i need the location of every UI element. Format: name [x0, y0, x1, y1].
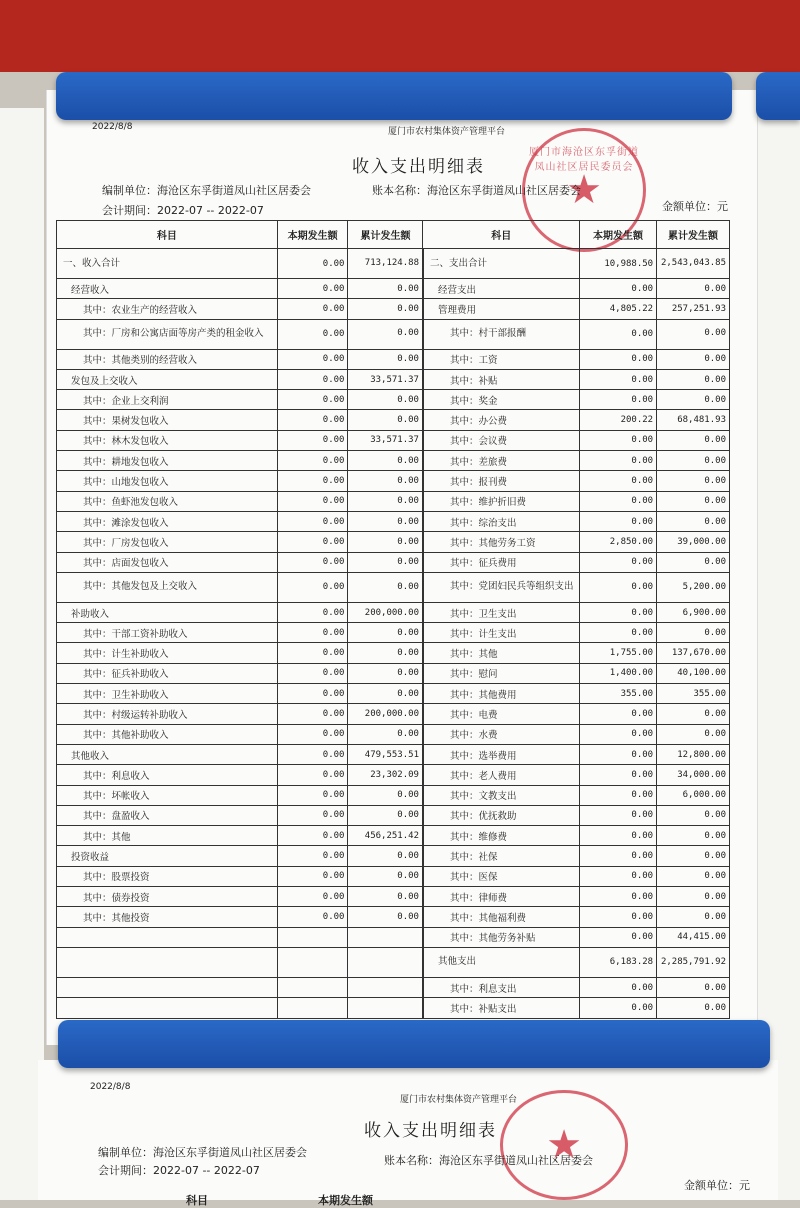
expense-cumulative: 0.00	[657, 623, 730, 643]
table-row	[57, 785, 730, 805]
expense-item: 其中：社保	[423, 846, 579, 866]
expense-cumulative: 0.00	[657, 805, 730, 825]
table-row	[57, 552, 730, 572]
income-current: 0.00	[277, 410, 348, 430]
expense-item: 其中：老人费用	[423, 765, 579, 785]
income-current: 0.00	[277, 552, 348, 572]
income-current: 0.00	[277, 643, 348, 663]
expense-current: 0.00	[579, 887, 656, 907]
expense-cumulative: 0.00	[657, 552, 730, 572]
table-row	[57, 846, 730, 866]
table-row	[57, 532, 730, 552]
income-item: 其中：坏帐收入	[57, 785, 278, 805]
col-current-expense: 本期发生额	[579, 221, 656, 249]
table-row	[57, 491, 730, 511]
income-current	[277, 927, 348, 947]
income-item: 其中：店面发包收入	[57, 552, 278, 572]
income-item: 其中：其他类别的经营收入	[57, 349, 278, 369]
print-date: 2022/8/8	[92, 122, 133, 132]
income-current: 0.00	[277, 572, 348, 602]
income-cumulative: 200,000.00	[348, 704, 423, 724]
expense-item: 其中：综治支出	[423, 511, 579, 531]
table-row	[57, 430, 730, 450]
income-current	[277, 998, 348, 1018]
expense-current: 10,988.50	[579, 249, 656, 279]
table-row	[57, 451, 730, 471]
expense-item: 经营支出	[423, 279, 579, 299]
table-row	[57, 623, 730, 643]
expense-item: 其中：其他费用	[423, 684, 579, 704]
expense-current: 0.00	[579, 744, 656, 764]
expense-current: 0.00	[579, 866, 656, 886]
income-current: 0.00	[277, 471, 348, 491]
income-item	[57, 977, 278, 997]
expense-item: 其中：报刊费	[423, 471, 579, 491]
income-item	[57, 998, 278, 1018]
expense-current: 0.00	[579, 846, 656, 866]
table-row	[57, 866, 730, 886]
table-row	[57, 511, 730, 531]
expense-current: 0.00	[579, 552, 656, 572]
income-cumulative: 0.00	[348, 491, 423, 511]
income-cumulative: 0.00	[348, 623, 423, 643]
income-current: 0.00	[277, 887, 348, 907]
expense-item: 其中：医保	[423, 866, 579, 886]
table-row	[57, 572, 730, 602]
expense-cumulative: 40,100.00	[657, 663, 730, 683]
income-cumulative: 0.00	[348, 907, 423, 927]
second-col-subject: 科目	[186, 1194, 208, 1207]
expense-current: 0.00	[579, 451, 656, 471]
income-cumulative: 0.00	[348, 349, 423, 369]
expense-current: 0.00	[579, 369, 656, 389]
table-row	[57, 663, 730, 683]
income-current: 0.00	[277, 663, 348, 683]
expense-cumulative: 0.00	[657, 390, 730, 410]
income-current: 0.00	[277, 369, 348, 389]
income-cumulative: 479,553.51	[348, 744, 423, 764]
expense-item: 其中：工资	[423, 349, 579, 369]
expense-item: 其中：计生支出	[423, 623, 579, 643]
bottom-clip-bar	[58, 1020, 770, 1068]
col-subject-income: 科目	[57, 221, 278, 249]
table-header-row	[57, 221, 730, 249]
income-item: 其中：其他投资	[57, 907, 278, 927]
table-row	[57, 249, 730, 279]
income-item: 其中：计生补助收入	[57, 643, 278, 663]
income-current: 0.00	[277, 319, 348, 349]
second-col-current: 本期发生额	[318, 1194, 373, 1207]
ledger-table	[56, 220, 730, 1019]
expense-current: 4,805.22	[579, 299, 656, 319]
table-row	[57, 704, 730, 724]
income-item: 其中：征兵补助收入	[57, 663, 278, 683]
expense-cumulative: 5,200.00	[657, 572, 730, 602]
expense-item: 其中：维护折旧费	[423, 491, 579, 511]
table-row	[57, 887, 730, 907]
expense-item: 其中：村干部报酬	[423, 319, 579, 349]
expense-cumulative: 355.00	[657, 684, 730, 704]
expense-cumulative: 257,251.93	[657, 299, 730, 319]
expense-item: 二、支出合计	[423, 249, 579, 279]
expense-current: 0.00	[579, 826, 656, 846]
table-row	[57, 947, 730, 977]
expense-cumulative: 0.00	[657, 907, 730, 927]
expense-cumulative: 0.00	[657, 887, 730, 907]
expense-current: 0.00	[579, 390, 656, 410]
expense-cumulative: 0.00	[657, 491, 730, 511]
expense-cumulative: 0.00	[657, 704, 730, 724]
income-cumulative: 0.00	[348, 511, 423, 531]
income-current: 0.00	[277, 907, 348, 927]
expense-item: 其中：其他	[423, 643, 579, 663]
income-cumulative	[348, 998, 423, 1018]
income-cumulative: 0.00	[348, 532, 423, 552]
table-row	[57, 684, 730, 704]
expense-item: 其中：差旅费	[423, 451, 579, 471]
expense-cumulative: 0.00	[657, 430, 730, 450]
second-print-date: 2022/8/8	[90, 1082, 131, 1092]
expense-current: 2,850.00	[579, 532, 656, 552]
expense-current: 0.00	[579, 572, 656, 602]
expense-current: 0.00	[579, 785, 656, 805]
col-subject-expense: 科目	[423, 221, 579, 249]
expense-cumulative: 2,285,791.92	[657, 947, 730, 977]
income-item	[57, 947, 278, 977]
second-account-name: 账本名称：海沧区东孚街道凤山社区居委会	[384, 1154, 593, 1167]
income-item: 其中：股票投资	[57, 866, 278, 886]
income-cumulative: 0.00	[348, 319, 423, 349]
table-row	[57, 907, 730, 927]
income-cumulative: 0.00	[348, 663, 423, 683]
income-current: 0.00	[277, 785, 348, 805]
table-row	[57, 602, 730, 622]
income-cumulative: 0.00	[348, 572, 423, 602]
expense-cumulative: 0.00	[657, 846, 730, 866]
income-current: 0.00	[277, 511, 348, 531]
expense-current: 6,183.28	[579, 947, 656, 977]
expense-cumulative: 0.00	[657, 998, 730, 1018]
table-row	[57, 299, 730, 319]
income-cumulative	[348, 947, 423, 977]
income-item	[57, 927, 278, 947]
table-row	[57, 319, 730, 349]
platform-name: 厦门市农村集体资产管理平台	[388, 127, 506, 137]
income-item: 其中：债券投资	[57, 887, 278, 907]
income-current: 0.00	[277, 805, 348, 825]
income-item: 其中：利息收入	[57, 765, 278, 785]
accounting-period: 会计期间：2022-07 -- 2022-07	[102, 204, 264, 217]
income-item: 其中：林木发包收入	[57, 430, 278, 450]
second-compiling-unit: 编制单位：海沧区东孚街道凤山社区居委会	[98, 1146, 307, 1159]
expense-item: 其中：征兵费用	[423, 552, 579, 572]
income-cumulative: 200,000.00	[348, 602, 423, 622]
edge-clip-bar	[756, 72, 800, 120]
expense-item: 其中：党团妇民兵等组织支出	[423, 572, 579, 602]
expense-current: 0.00	[579, 491, 656, 511]
expense-item: 其中：办公费	[423, 410, 579, 430]
income-item: 补助收入	[57, 602, 278, 622]
income-item: 经营收入	[57, 279, 278, 299]
top-clip-bar	[56, 72, 732, 120]
expense-cumulative: 0.00	[657, 866, 730, 886]
expense-current: 0.00	[579, 349, 656, 369]
income-cumulative: 0.00	[348, 390, 423, 410]
income-current: 0.00	[277, 602, 348, 622]
second-accounting-period: 会计期间：2022-07 -- 2022-07	[98, 1164, 260, 1177]
income-current: 0.00	[277, 866, 348, 886]
expense-current: 0.00	[579, 977, 656, 997]
income-item: 其中：山地发包收入	[57, 471, 278, 491]
income-item: 其中：其他发包及上交收入	[57, 572, 278, 602]
expense-cumulative: 44,415.00	[657, 927, 730, 947]
official-seal: 厦门市海沧区东孚街道凤山社区居民委员会 ★	[522, 128, 646, 252]
income-item: 其中：鱼虾池发包收入	[57, 491, 278, 511]
income-cumulative: 23,302.09	[348, 765, 423, 785]
income-current: 0.00	[277, 279, 348, 299]
income-current: 0.00	[277, 451, 348, 471]
table-row	[57, 744, 730, 764]
income-current: 0.00	[277, 532, 348, 552]
income-current: 0.00	[277, 704, 348, 724]
income-cumulative: 0.00	[348, 451, 423, 471]
expense-cumulative: 0.00	[657, 369, 730, 389]
income-current	[277, 947, 348, 977]
income-cumulative: 0.00	[348, 887, 423, 907]
expense-item: 其中：文教支出	[423, 785, 579, 805]
second-platform-name: 厦门市农村集体资产管理平台	[400, 1095, 518, 1105]
income-item: 其中：滩涂发包收入	[57, 511, 278, 531]
expense-current: 0.00	[579, 704, 656, 724]
expense-item: 其中：其他福利费	[423, 907, 579, 927]
income-current: 0.00	[277, 299, 348, 319]
expense-current: 0.00	[579, 279, 656, 299]
income-item: 其中：厂房发包收入	[57, 532, 278, 552]
income-cumulative: 0.00	[348, 410, 423, 430]
table-row	[57, 643, 730, 663]
income-item: 投资收益	[57, 846, 278, 866]
col-cumulative-income: 累计发生额	[348, 221, 423, 249]
income-item: 发包及上交收入	[57, 369, 278, 389]
table-row	[57, 471, 730, 491]
second-star-icon: ★	[546, 1122, 582, 1168]
expense-item: 管理费用	[423, 299, 579, 319]
expense-current: 0.00	[579, 907, 656, 927]
expense-item: 其中：律师费	[423, 887, 579, 907]
expense-item: 其中：水费	[423, 724, 579, 744]
table-row	[57, 998, 730, 1018]
expense-cumulative: 0.00	[657, 319, 730, 349]
income-item: 其中：卫生补助收入	[57, 684, 278, 704]
income-current: 0.00	[277, 684, 348, 704]
income-current: 0.00	[277, 491, 348, 511]
table-row	[57, 826, 730, 846]
expense-item: 其中：其他劳务补贴	[423, 927, 579, 947]
income-current	[277, 977, 348, 997]
expense-current: 0.00	[579, 623, 656, 643]
income-current: 0.00	[277, 249, 348, 279]
star-icon: ★	[566, 167, 602, 213]
income-current: 0.00	[277, 430, 348, 450]
income-item: 其中：干部工资补助收入	[57, 623, 278, 643]
expense-current: 0.00	[579, 805, 656, 825]
income-cumulative: 713,124.88	[348, 249, 423, 279]
income-cumulative: 0.00	[348, 805, 423, 825]
expense-cumulative: 0.00	[657, 826, 730, 846]
expense-current: 355.00	[579, 684, 656, 704]
expense-item: 其中：其他劳务工资	[423, 532, 579, 552]
expense-current: 0.00	[579, 602, 656, 622]
expense-item: 其中：电费	[423, 704, 579, 724]
income-cumulative: 0.00	[348, 866, 423, 886]
expense-current: 0.00	[579, 765, 656, 785]
income-item: 其中：其他	[57, 826, 278, 846]
account-name: 账本名称：海沧区东孚街道凤山社区居委会	[372, 184, 581, 197]
expense-cumulative: 68,481.93	[657, 410, 730, 430]
income-item: 其中：村级运转补助收入	[57, 704, 278, 724]
table-row	[57, 279, 730, 299]
expense-current: 200.22	[579, 410, 656, 430]
income-item: 其中：其他补助收入	[57, 724, 278, 744]
table-row	[57, 805, 730, 825]
second-page-title: 收入支出明细表	[364, 1121, 497, 1141]
expense-current: 0.00	[579, 927, 656, 947]
income-current: 0.00	[277, 390, 348, 410]
expense-current: 0.00	[579, 430, 656, 450]
income-current: 0.00	[277, 826, 348, 846]
income-item: 其中：农业生产的经营收入	[57, 299, 278, 319]
second-official-seal	[500, 1090, 628, 1200]
expense-item: 其中：补贴	[423, 369, 579, 389]
expense-cumulative: 0.00	[657, 977, 730, 997]
income-item: 其中：耕地发包收入	[57, 451, 278, 471]
second-currency-unit: 金额单位：元	[684, 1179, 750, 1192]
income-item: 其中：企业上交利润	[57, 390, 278, 410]
expense-cumulative: 0.00	[657, 451, 730, 471]
income-cumulative: 456,251.42	[348, 826, 423, 846]
expense-cumulative: 39,000.00	[657, 532, 730, 552]
income-cumulative: 0.00	[348, 552, 423, 572]
expense-current: 1,755.00	[579, 643, 656, 663]
table-row	[57, 410, 730, 430]
expense-cumulative: 0.00	[657, 471, 730, 491]
expense-item: 其中：慰问	[423, 663, 579, 683]
income-cumulative: 0.00	[348, 684, 423, 704]
expense-cumulative: 0.00	[657, 349, 730, 369]
expense-cumulative: 12,800.00	[657, 744, 730, 764]
expense-cumulative: 2,543,043.85	[657, 249, 730, 279]
income-cumulative: 0.00	[348, 643, 423, 663]
compiling-unit: 编制单位：海沧区东孚街道凤山社区居委会	[102, 184, 311, 197]
expense-item: 其中：奖金	[423, 390, 579, 410]
income-cumulative: 0.00	[348, 279, 423, 299]
expense-item: 其中：补贴支出	[423, 998, 579, 1018]
board-background	[0, 0, 800, 72]
expense-item: 其中：选举费用	[423, 744, 579, 764]
expense-current: 0.00	[579, 319, 656, 349]
income-current: 0.00	[277, 623, 348, 643]
table-row	[57, 724, 730, 744]
income-item: 其中：果树发包收入	[57, 410, 278, 430]
table-row	[57, 977, 730, 997]
expense-item: 其中：利息支出	[423, 977, 579, 997]
income-cumulative: 33,571.37	[348, 369, 423, 389]
income-item: 一、收入合计	[57, 249, 278, 279]
page-title: 收入支出明细表	[352, 157, 485, 177]
expense-cumulative: 6,900.00	[657, 602, 730, 622]
col-cumulative-expense: 累计发生额	[657, 221, 730, 249]
left-neighbor-sheet	[0, 108, 44, 1200]
table-row	[57, 765, 730, 785]
col-current-income: 本期发生额	[277, 221, 348, 249]
expense-item: 其中：优抚救助	[423, 805, 579, 825]
income-item: 其中：盘盈收入	[57, 805, 278, 825]
income-current: 0.00	[277, 349, 348, 369]
income-cumulative: 33,571.37	[348, 430, 423, 450]
expense-cumulative: 6,000.00	[657, 785, 730, 805]
income-current: 0.00	[277, 846, 348, 866]
expense-current: 1,400.00	[579, 663, 656, 683]
income-cumulative: 0.00	[348, 785, 423, 805]
expense-current: 0.00	[579, 471, 656, 491]
income-cumulative: 0.00	[348, 471, 423, 491]
expense-item: 其他支出	[423, 947, 579, 977]
table-row	[57, 369, 730, 389]
table-row	[57, 927, 730, 947]
income-cumulative	[348, 977, 423, 997]
expense-cumulative: 34,000.00	[657, 765, 730, 785]
expense-current: 0.00	[579, 511, 656, 531]
income-current: 0.00	[277, 744, 348, 764]
income-cumulative: 0.00	[348, 846, 423, 866]
expense-item: 其中：会议费	[423, 430, 579, 450]
expense-item: 其中：维修费	[423, 826, 579, 846]
expense-current: 0.00	[579, 724, 656, 744]
income-cumulative: 0.00	[348, 724, 423, 744]
table-row	[57, 349, 730, 369]
expense-cumulative: 0.00	[657, 724, 730, 744]
expense-item: 其中：卫生支出	[423, 602, 579, 622]
expense-current: 0.00	[579, 998, 656, 1018]
expense-cumulative: 137,670.00	[657, 643, 730, 663]
income-cumulative: 0.00	[348, 299, 423, 319]
income-item: 其中：厂房和公寓店面等房产类的租金收入	[57, 319, 278, 349]
currency-unit: 金额单位：元	[662, 200, 728, 213]
income-item: 其他收入	[57, 744, 278, 764]
expense-cumulative: 0.00	[657, 511, 730, 531]
income-cumulative	[348, 927, 423, 947]
table-row	[57, 390, 730, 410]
income-current: 0.00	[277, 765, 348, 785]
income-current: 0.00	[277, 724, 348, 744]
expense-cumulative: 0.00	[657, 279, 730, 299]
